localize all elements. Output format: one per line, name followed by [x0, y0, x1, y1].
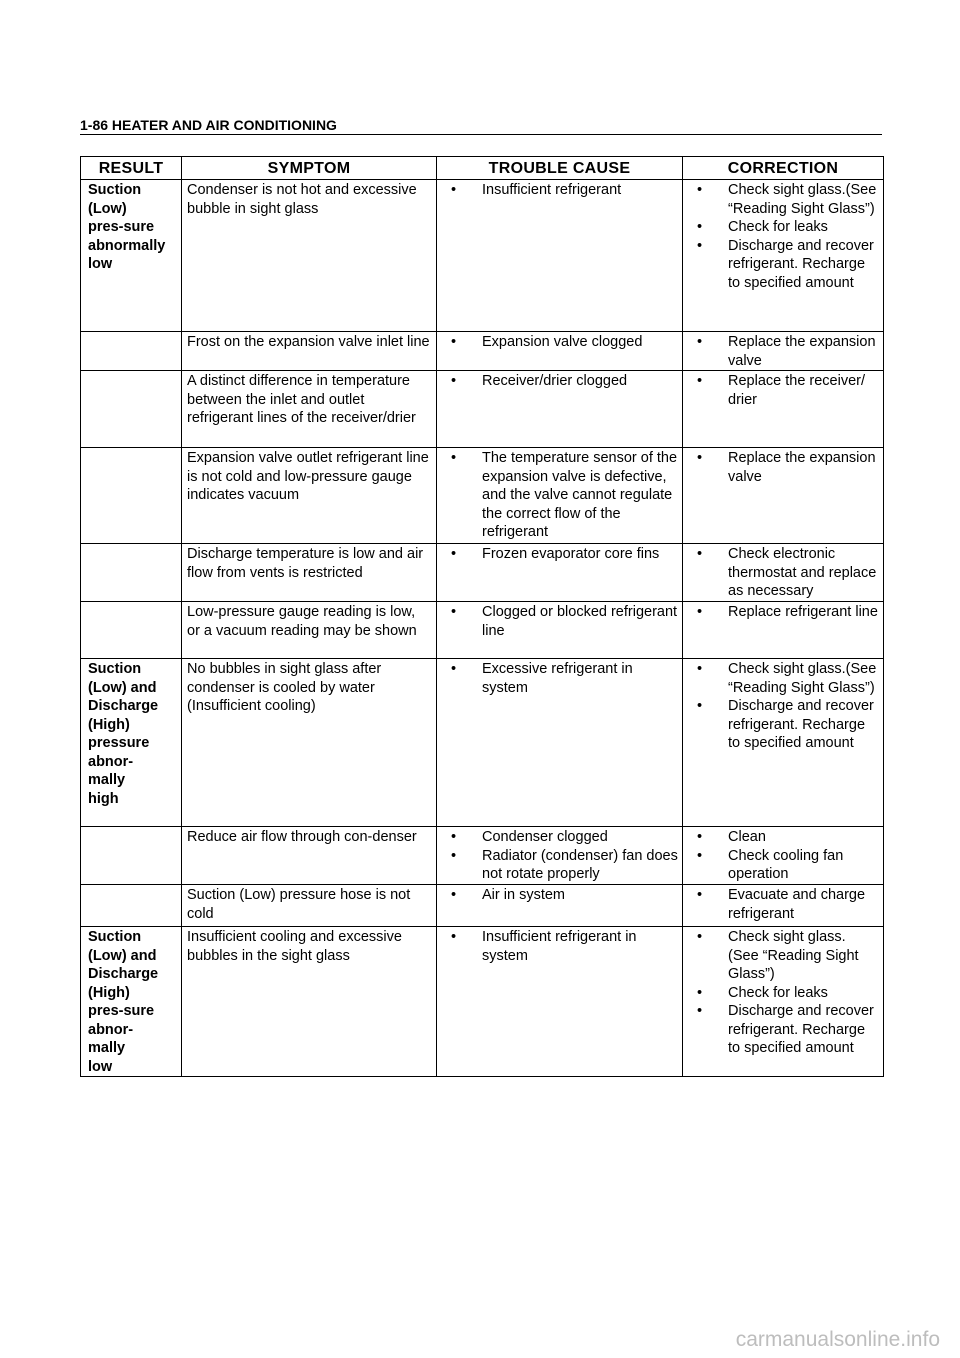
symptom-cell: Expansion valve outlet refrigerant line is not cold and low-pressure gauge indicates vacuum: [182, 448, 437, 544]
cause-cell: [437, 371, 683, 448]
cause-item: • Clogged or blocked refrigerant line: [442, 603, 678, 640]
cause-list: [442, 449, 678, 542]
result-cell: [81, 885, 182, 927]
page-header: 1-86 HEATER AND AIR CONDITIONING: [80, 117, 337, 133]
correction-cell: [683, 448, 884, 544]
correction-list: [688, 449, 879, 486]
cause-cell: [437, 885, 683, 927]
table-row: [81, 544, 884, 602]
correction-item: • Check cooling fan operation: [688, 847, 879, 884]
table-row: [81, 927, 884, 1077]
result-line: pressure: [88, 735, 150, 751]
cause-cell: [437, 180, 683, 332]
table-row: [81, 827, 884, 885]
cause-item: • Air in system: [442, 886, 678, 905]
cause-list: [442, 372, 678, 391]
correction-cell: [683, 371, 884, 448]
correction-item: • Check sight glass.(See “Reading Sight Glass”): [688, 660, 879, 697]
correction-item: • Clean: [688, 828, 879, 847]
symptom-cell: Frost on the expansion valve inlet line: [182, 332, 437, 371]
result-cell: [81, 371, 182, 448]
table-header-row: [81, 157, 884, 180]
result-line: (Low) and: [88, 947, 157, 964]
troubleshooting-table: [80, 156, 884, 1077]
result-line: (High): [88, 984, 130, 1001]
cause-item: • Condenser clogged: [442, 828, 678, 847]
correction-item: • Discharge and recover refrigerant. Recharge to specified amount: [688, 697, 879, 753]
correction-list: [688, 603, 879, 622]
correction-item: • Replace the expansion valve: [688, 449, 879, 486]
symptom-cell: Discharge temperature is low and air flow from vents is restricted: [182, 544, 437, 602]
cause-list: [442, 886, 678, 905]
table-row: [81, 448, 884, 544]
correction-list: [688, 545, 879, 601]
correction-list: [688, 928, 879, 1058]
result-line: Discharge: [88, 698, 159, 714]
cause-list: [442, 603, 678, 640]
table-row: [81, 885, 884, 927]
correction-cell: [683, 659, 884, 827]
correction-item: • Check electronic thermostat and replace as necessary: [688, 545, 879, 601]
cause-list: [442, 333, 678, 352]
correction-item: • Evacuate and charge refrigerant: [688, 886, 879, 923]
correction-item: • Check for leaks: [688, 984, 879, 1003]
result-line: abnormally: [88, 237, 166, 254]
correction-list: [688, 333, 879, 370]
symptom-cell: A distinct difference in temperature between the inlet and outlet refrigerant lines of the receiver/drier: [182, 371, 437, 448]
symptom-cell: Reduce air flow through con-denser: [182, 827, 437, 885]
cause-item: • Excessive refrigerant in system: [442, 660, 678, 697]
cause-item: • Insufficient refrigerant in system: [442, 928, 678, 965]
cause-list: [442, 181, 678, 200]
result-cell: [81, 180, 182, 332]
column-header-correction: CORRECTION: [683, 157, 884, 180]
cause-list: [442, 660, 678, 697]
result-cell: [81, 827, 182, 885]
symptom-cell: No bubbles in sight glass after condenser is cooled by water (Insufficient cooling): [182, 659, 437, 827]
result-line: abnor-: [88, 753, 134, 770]
cause-cell: [437, 659, 683, 827]
table-row: [81, 659, 884, 827]
correction-cell: [683, 602, 884, 659]
correction-item: • Check sight glass. (See “Reading Sight Glass”): [688, 928, 879, 984]
correction-cell: [683, 927, 884, 1077]
cause-list: [442, 828, 678, 884]
result-line: (Low): [88, 200, 127, 217]
result-line: Suction: [88, 182, 142, 198]
result-line: Suction: [88, 661, 142, 677]
result-line: abnor-: [88, 1021, 134, 1038]
cause-cell: [437, 544, 683, 602]
correction-list: [688, 886, 879, 923]
result-line: Discharge: [88, 966, 159, 982]
symptom-cell: Suction (Low) pressure hose is not cold: [182, 885, 437, 927]
correction-item: • Discharge and recover refrigerant. Recharge to specified amount: [688, 237, 879, 293]
cause-item: • The temperature sensor of the expansion valve is defective, and the valve cannot regulate the correct flow of the refrigerant: [442, 449, 678, 542]
cause-item: • Expansion valve clogged: [442, 333, 678, 352]
cause-item: • Insufficient refrigerant: [442, 181, 678, 200]
correction-list: [688, 372, 879, 409]
cause-list: [442, 545, 678, 564]
result-line: mally: [88, 772, 126, 788]
table-row: [81, 602, 884, 659]
result-cell: [81, 448, 182, 544]
correction-item: • Replace refrigerant line: [688, 603, 879, 622]
correction-item: • Replace the receiver/ drier: [688, 372, 879, 409]
site-watermark: carmanualsonline.info: [735, 1328, 940, 1351]
column-header-trouble-cause: TROUBLE CAUSE: [437, 157, 683, 180]
result-line: Suction: [88, 929, 142, 945]
result-line: low: [88, 256, 113, 272]
table-row: [81, 332, 884, 371]
symptom-cell: Low-pressure gauge reading is low, or a vacuum reading may be shown: [182, 602, 437, 659]
header-rule: [80, 134, 882, 135]
cause-cell: [437, 827, 683, 885]
result-cell: [81, 544, 182, 602]
cause-cell: [437, 602, 683, 659]
cause-item: • Frozen evaporator core fins: [442, 545, 678, 564]
table-body: [81, 180, 884, 1077]
result-cell: [81, 659, 182, 827]
result-line: (Low) and: [88, 679, 157, 696]
correction-cell: [683, 827, 884, 885]
result-line: low: [88, 1058, 113, 1075]
correction-list: [688, 181, 879, 292]
column-header-symptom: SYMPTOM: [182, 157, 437, 180]
column-header-result: RESULT: [81, 157, 182, 180]
symptom-cell: Insufficient cooling and excessive bubbles in the sight glass: [182, 927, 437, 1077]
cause-cell: [437, 448, 683, 544]
result-line: mally: [88, 1040, 126, 1056]
cause-item: • Radiator (condenser) fan does not rotate properly: [442, 847, 678, 884]
correction-item: • Check sight glass.(See “Reading Sight Glass”): [688, 181, 879, 218]
table-row: [81, 371, 884, 448]
cause-item: • Receiver/drier clogged: [442, 372, 678, 391]
correction-item: • Check for leaks: [688, 218, 879, 237]
cause-cell: [437, 332, 683, 371]
correction-cell: [683, 885, 884, 927]
result-line: high: [88, 790, 119, 807]
table-row: [81, 180, 884, 332]
correction-list: [688, 660, 879, 753]
cause-cell: [437, 927, 683, 1077]
correction-cell: [683, 332, 884, 371]
correction-cell: [683, 180, 884, 332]
correction-item: • Replace the expansion valve: [688, 333, 879, 370]
result-cell: [81, 927, 182, 1077]
result-line: (High): [88, 716, 130, 733]
result-cell: [81, 332, 182, 371]
result-line: pres-sure: [88, 1003, 155, 1019]
result-line: pres-sure: [88, 219, 155, 235]
correction-cell: [683, 544, 884, 602]
result-cell: [81, 602, 182, 659]
symptom-cell: Condenser is not hot and excessive bubble in sight glass: [182, 180, 437, 332]
cause-list: [442, 928, 678, 965]
correction-item: • Discharge and recover refrigerant. Recharge to specified amount: [688, 1002, 879, 1058]
correction-list: [688, 828, 879, 884]
